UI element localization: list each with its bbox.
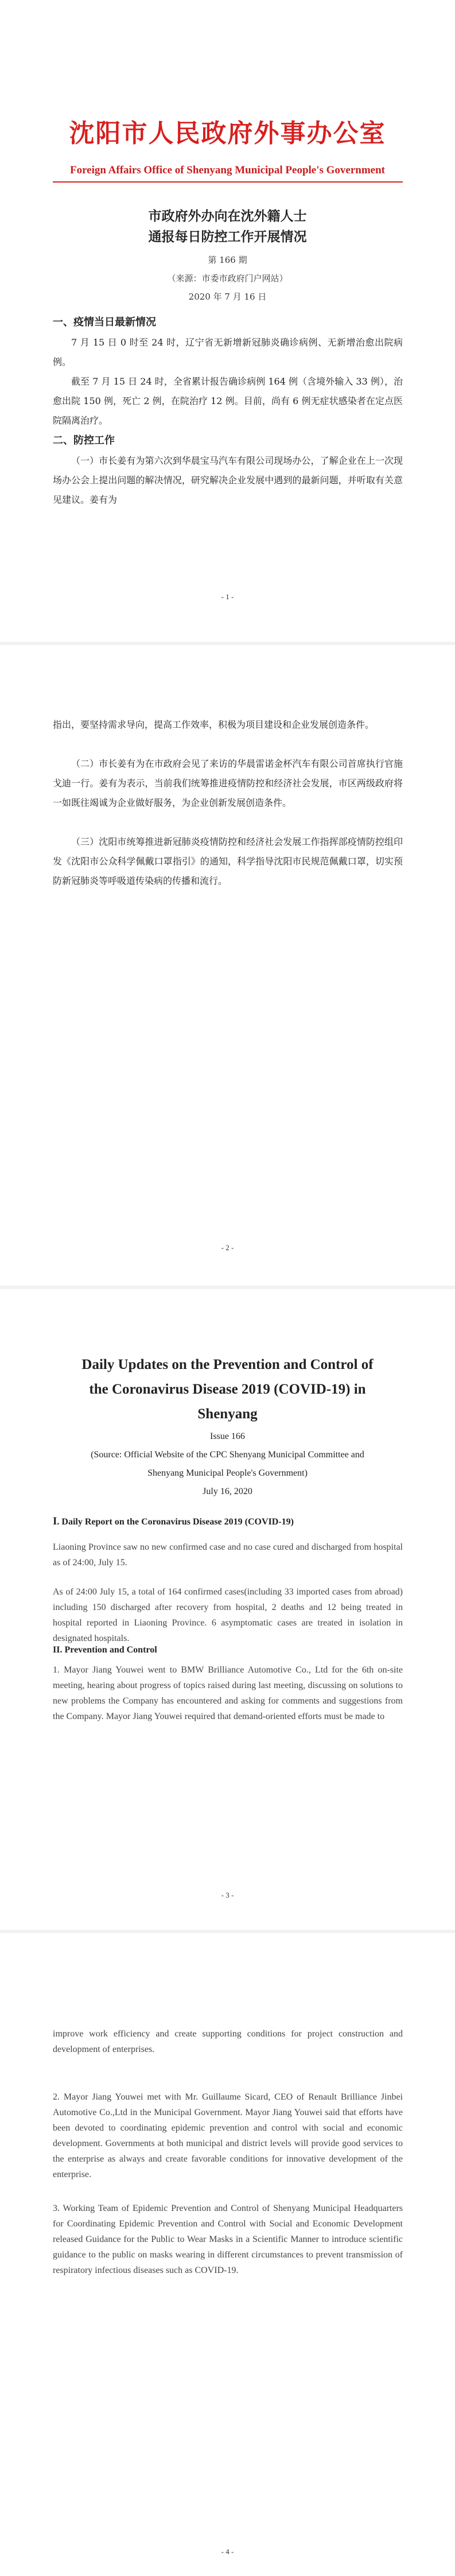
en-source-line1: (Source: Official Website of the CPC Shenyang Municipal Committee and <box>91 1450 364 1460</box>
en-paragraph: 2. Mayor Jiang Youwei met with Mr. Guillaume Sicard, CEO of Renault Brilliance Jinbei Automotive Co.,Ltd in the Municipal Government. Mayor Jiang Youwei said that efforts have been devoted to coordinating epidemic prevention and control with social and economic development. Governments at both municipal and district levels will provide good services to the enterprise as always and create favorable conditions for innovative development of the enterprise. <box>53 2092 403 2179</box>
page-number: - 2 - <box>221 1243 234 1252</box>
en-section1-label: . Daily Report on the Coronavirus Disease 2019 (COVID-19) <box>57 1517 294 1527</box>
en-section-heading-2: II. Prevention and Control <box>53 1645 157 1655</box>
source-line: （来源：市委市政府门户网站） <box>167 273 288 284</box>
en-paragraph-continued: improve work efficiency and create supporting conditions for project construction and development of enterprises. <box>53 2029 403 2054</box>
en-source-line2: Shenyang Municipal People's Government) <box>147 1468 308 1478</box>
en-issue-number: Issue 166 <box>210 1431 245 1441</box>
page-divider <box>0 642 455 645</box>
page-number: - 1 - <box>221 592 234 601</box>
page-divider <box>0 1286 455 1289</box>
en-title-line3: Shenyang <box>197 1406 258 1422</box>
en-title-line1: Daily Updates on the Prevention and Control of <box>81 1357 374 1372</box>
doc-title-line1: 市政府外办向在沈外籍人士 <box>148 208 307 224</box>
page-number: - 3 - <box>221 1891 234 1899</box>
en-section-heading-1 <box>53 1515 403 1528</box>
paragraph: 7 月 15 日 0 时至 24 时，辽宁省无新增新冠肺炎确诊病例、无新增治愈出院病例。 <box>53 337 403 367</box>
en-paragraph: Liaoning Province saw no new confirmed case and no case cured and discharged from hospital as of 24:00, July 15. <box>53 1542 403 1568</box>
section-heading-2: 二、防控工作 <box>53 434 115 447</box>
en-title-line2: the Coronavirus Disease 2019 (COVID-19) in <box>89 1382 366 1397</box>
paragraph: 截至 7 月 15 日 24 时，全省累计报告确诊病例 164 例（含境外输入 33 例），治愈出院 150 例，死亡 2 例，在院治疗 12 例。目前，尚有 6 例无症状感染者在定点医院隔离治疗。 <box>53 376 403 426</box>
page-divider <box>0 1930 455 1933</box>
office-title-en: Foreign Affairs Office of Shenyang Municipal People's Government <box>69 164 386 176</box>
doc-date: 2020 年 7 月 16 日 <box>188 292 267 302</box>
en-paragraph: 3. Working Team of Epidemic Prevention and Control of Shenyang Municipal Headquarters for Coordinating Epidemic Prevention and Control with Social and Economic Development released Guidance for the Public to Wear Masks in a Scientific Manner to introduce scientific guidance to the public on masks wearing in different circumstances to prevent transmission of respiratory infectious diseases such as COVID-19. <box>53 2203 403 2275</box>
paragraph-continued: 指出，要坚持需求导向，提高工作效率，积极为项目建设和企业发展创造条件。 <box>53 719 375 730</box>
page-number: - 4 - <box>221 2547 234 2556</box>
issue-number: 第 166 期 <box>208 255 247 265</box>
en-paragraph: As of 24:00 July 15, a total of 164 confirmed cases(including 33 imported cases from abroad) including 150 discharged after recovery from hospital, 2 deaths and 12 being treated in hospital reported in Liaoning Province. 6 asymptomatic cases are treated in isolation in designated hospitals. <box>53 1587 403 1643</box>
en-paragraph: 1. Mayor Jiang Youwei went to BMW Brilliance Automotive Co., Ltd for the 6th on-site meeting, hearing about progress of topics raised during last meeting, discussing on solutions to new problems the Company has encountered and asking for comments and suggestions from the Company. Mayor Jiang Youwei required that demand-oriented efforts must be made to <box>53 1665 403 1721</box>
section-heading-1: 一、疫情当日最新情况 <box>53 316 156 328</box>
doc-title-line2: 通报每日防控工作开展情况 <box>148 229 307 245</box>
en-section1-numeral: I <box>53 1515 57 1527</box>
paragraph: （三）沈阳市统筹推进新冠肺炎疫情防控和经济社会发展工作指挥部疫情防控组印发《沈阳市公众科学佩戴口罩指引》的通知，科学指导沈阳市民规范佩戴口罩，切实预防新冠肺炎等呼吸道传染病的传播和流行。 <box>53 836 403 886</box>
en-date: July 16, 2020 <box>203 1487 252 1496</box>
office-title-cn: 沈阳市人民政府外事办公室 <box>69 119 386 148</box>
header-rule <box>53 181 403 183</box>
paragraph: （二）市长姜有为在市政府会见了来访的华晨雷诺金杯汽车有限公司首席执行官施戈迪一行。姜有为表示，当前我们统筹推进疫情防控和经济社会发展，市区两级政府将一如既往竭诚为企业做好服务，为企业创新发展创造条件。 <box>53 758 403 808</box>
paragraph: （一）市长姜有为第六次到华晨宝马汽车有限公司现场办公，了解企业在上一次现场办公会上提出问题的解决情况，研究解决企业发展中遇到的最新问题，并听取有关意见建议。姜有为 <box>53 455 403 505</box>
